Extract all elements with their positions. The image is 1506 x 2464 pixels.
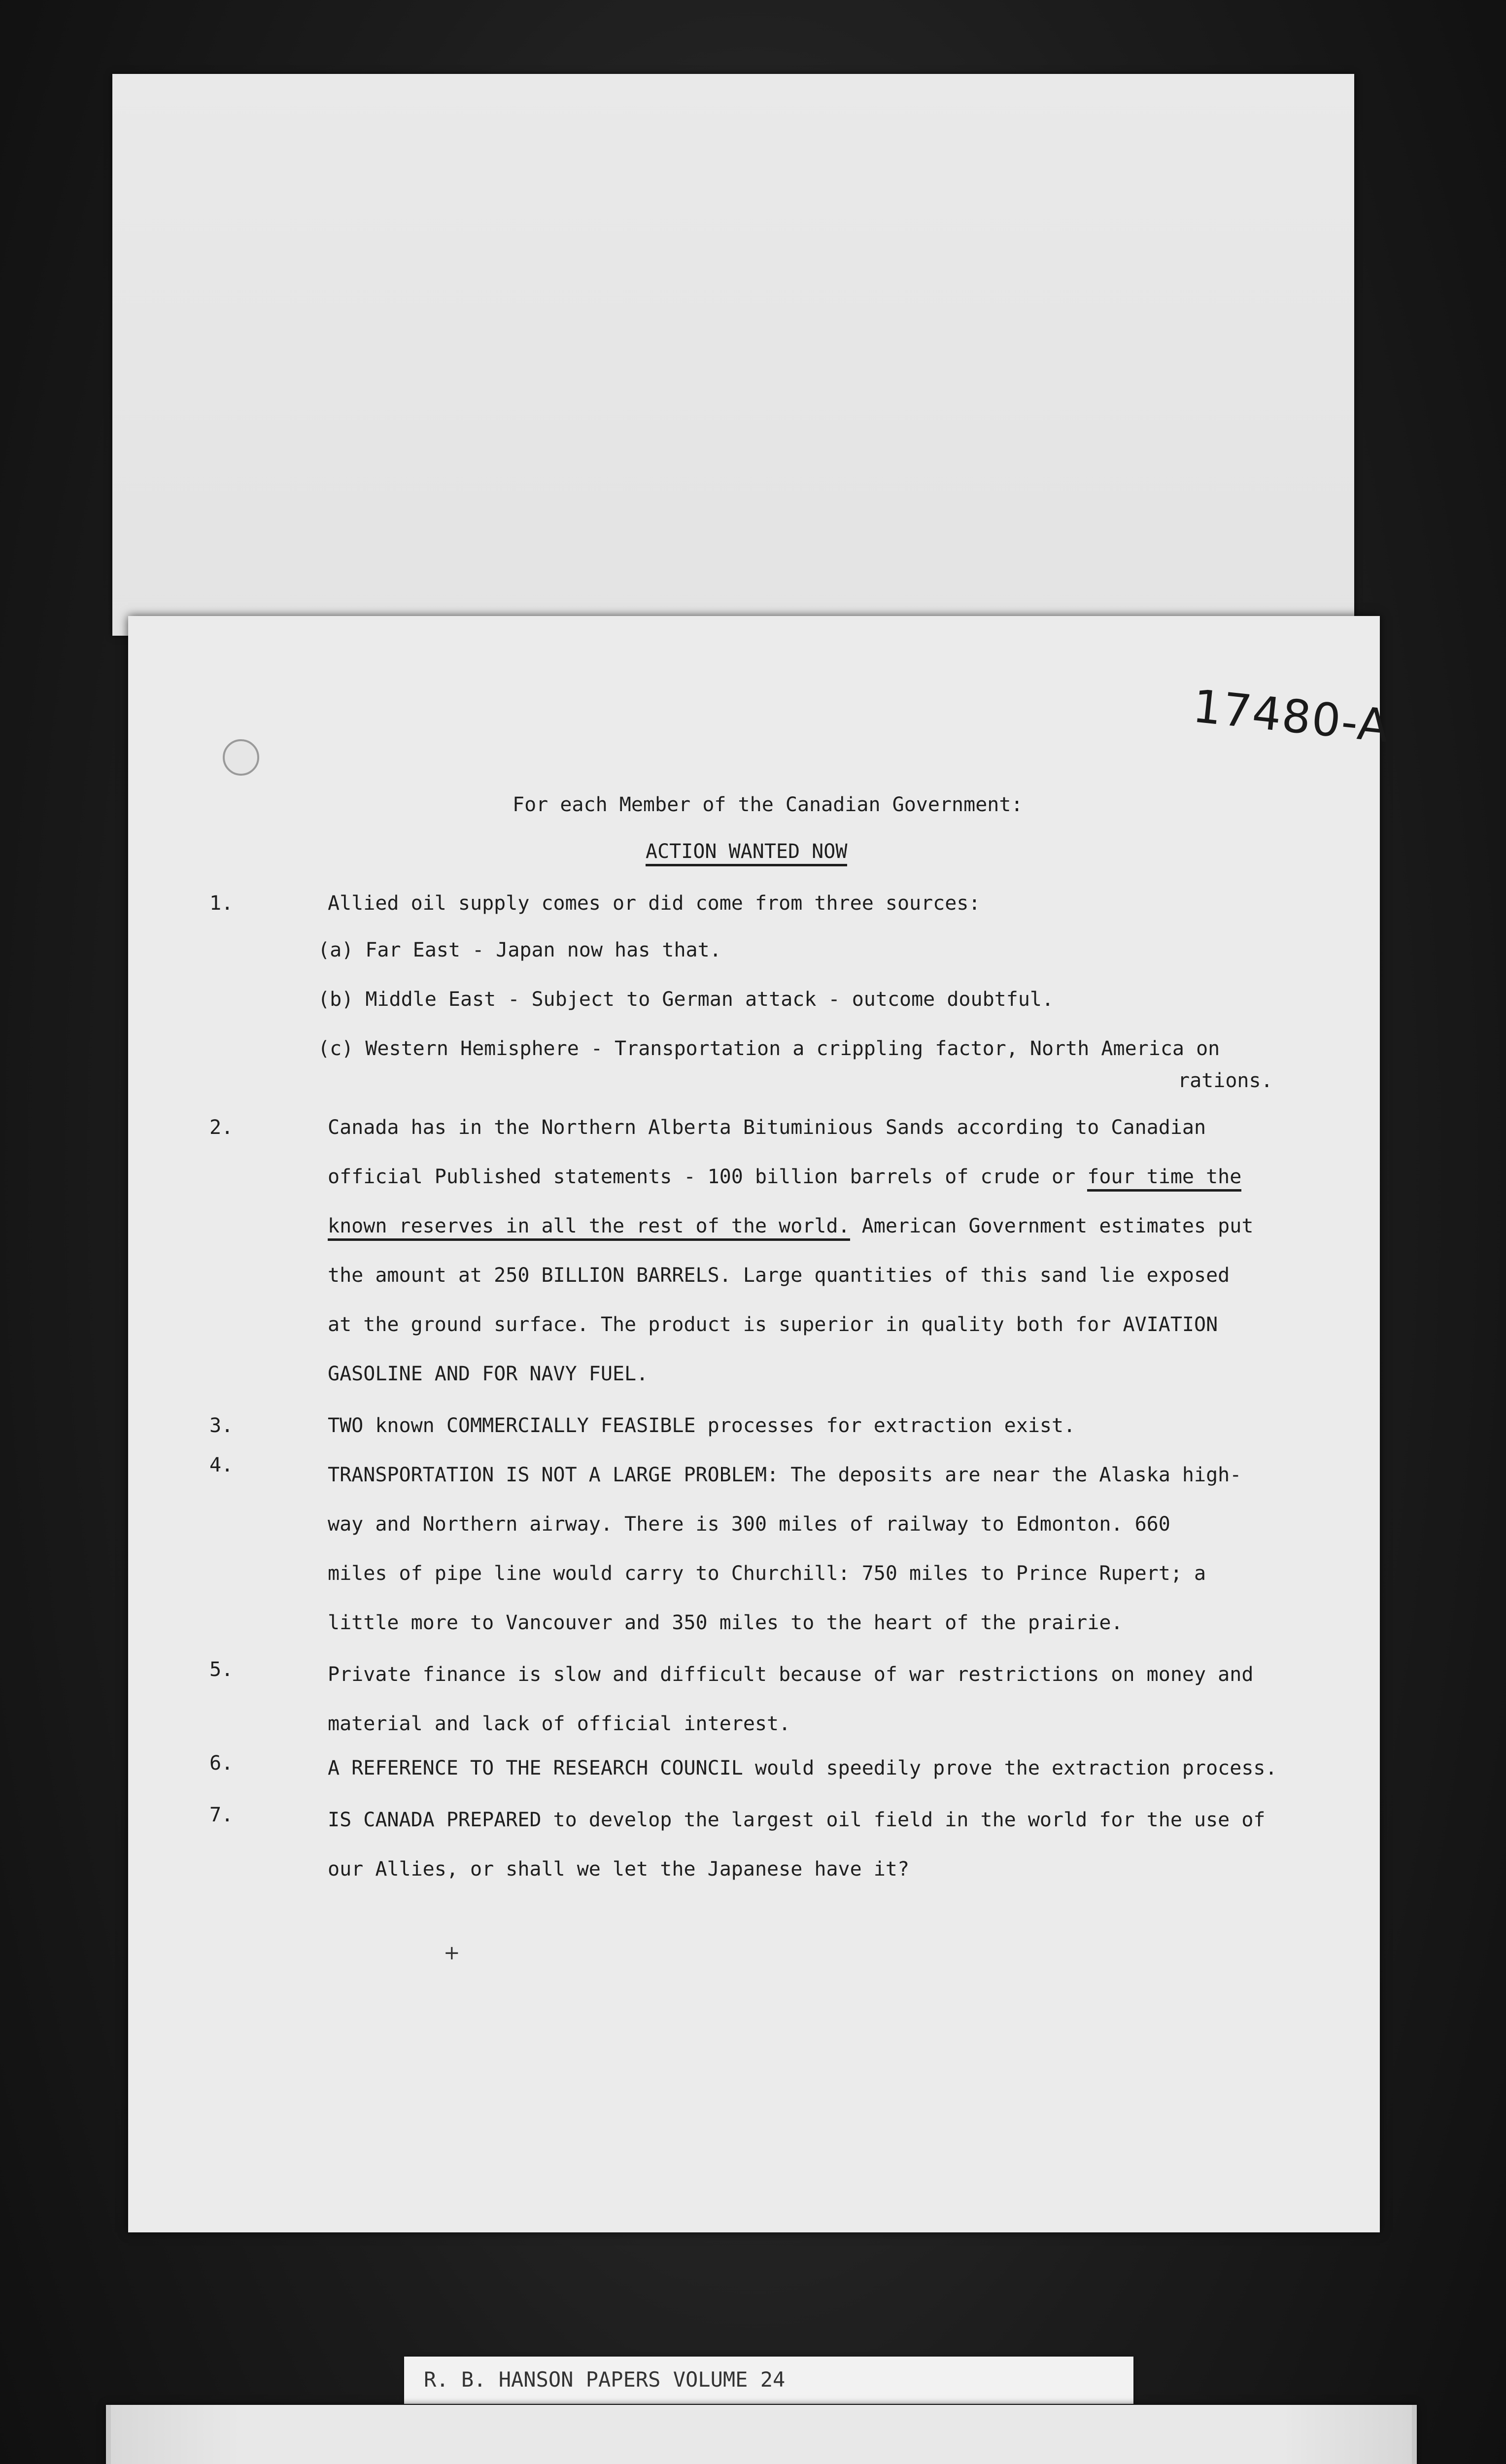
item2-line3-text: American Government estimates put (861, 1215, 1254, 1237)
item-number: 4. (209, 1454, 234, 1476)
item-number: 5. (209, 1658, 234, 1681)
item-number: 3. (209, 1414, 234, 1437)
source-c: (c) Western Hemisphere - Transportation a crippling factor, North America on (318, 1037, 1220, 1060)
item-number: 2. (209, 1116, 234, 1139)
item4-line3: miles of pipe line would carry to Churchill: 750 miles to Prince Rupert; a (328, 1562, 1206, 1585)
item-number: 6. (209, 1752, 234, 1775)
item2-line6: GASOLINE AND FOR NAVY FUEL. (328, 1363, 649, 1385)
item2-line3 (328, 1215, 1253, 1237)
source-b: (b) Middle East - Subject to German attack - outcome doubtful. (318, 988, 1054, 1011)
item2-line5: at the ground surface. The product is superior in quality both for AVIATION (328, 1313, 1218, 1336)
blank-cover-sheet (112, 74, 1354, 636)
item-text: Allied oil supply comes or did come from three sources: (328, 892, 981, 915)
item-text: TWO known COMMERCIALLY FEASIBLE processes for extraction exist. (328, 1414, 1076, 1437)
item2-line2-text: official Published statements - 100 billion barrels of crude or (328, 1165, 1076, 1188)
item-text: TRANSPORTATION IS NOT A LARGE PROBLEM: The deposits are near the Alaska high- (328, 1464, 1242, 1486)
item-text: Private finance is slow and difficult because of war restrictions on money and (328, 1663, 1254, 1686)
item-text: A REFERENCE TO THE RESEARCH COUNCIL would speedily prove the extraction process. (328, 1757, 1277, 1780)
source-c-cont: rations. (1178, 1069, 1273, 1092)
item7-line2: our Allies, or shall we let the Japanese have it? (328, 1858, 910, 1881)
volume-tag (404, 2357, 1133, 2404)
item5-line2: material and lack of official interest. (328, 1712, 791, 1735)
item4-line2: way and Northern airway. There is 300 miles of railway to Edmonton. 660 (328, 1513, 1170, 1536)
underlined-text: known reserves in all the rest of the world. (328, 1215, 850, 1241)
heading: For each Member of the Canadian Government: (513, 793, 1023, 816)
pen-mark: + (444, 1942, 460, 1964)
item-number: 7. (209, 1804, 234, 1826)
archives-card (106, 2405, 1417, 2464)
item2-line2 (328, 1165, 1241, 1188)
volume-tag-text: R. B. HANSON PAPERS VOLUME 24 (424, 2367, 786, 2392)
item4-line4: little more to Vancouver and 350 miles to the heart of the prairie. (328, 1611, 1123, 1634)
reference-number: 17480-A (1190, 680, 1393, 753)
item-number: 1. (209, 892, 234, 915)
item2-line4: the amount at 250 BILLION BARRELS. Large quantities of this sand lie exposed (328, 1264, 1230, 1287)
underlined-text: four time the (1087, 1165, 1241, 1192)
source-a: (a) Far East - Japan now has that. (318, 939, 721, 961)
title: ACTION WANTED NOW (646, 840, 847, 866)
punch-hole (223, 739, 259, 776)
item-text: IS CANADA PREPARED to develop the largest oil field in the world for the use of (328, 1809, 1266, 1831)
item-text: Canada has in the Northern Alberta Bituminious Sands according to Canadian (328, 1116, 1206, 1139)
